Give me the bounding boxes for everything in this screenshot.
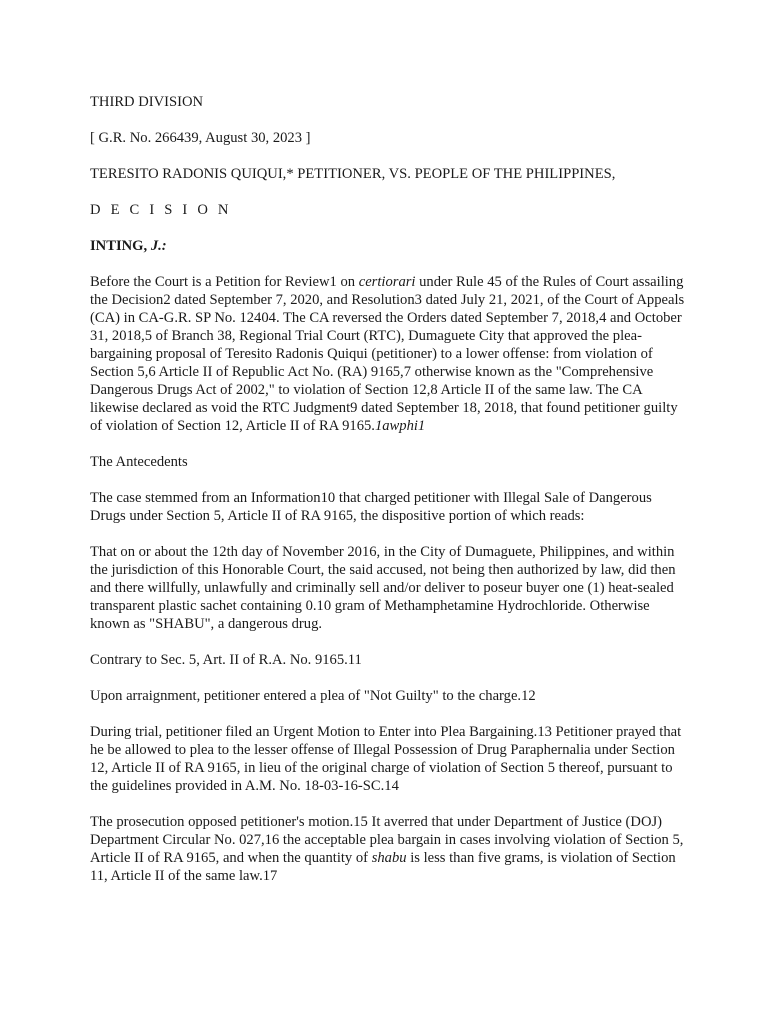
paragraph-arraignment: Upon arraignment, petitioner entered a plea of "Not Guilty" to the charge.12 bbox=[90, 688, 536, 704]
decision-title: D E C I S I O N bbox=[90, 202, 232, 218]
paragraph-quoted-information: That on or about the 12th day of November 2016, in the City of Dumaguete, Philippines, and within the jurisdiction of this Honorable Court, the said accused, not being then authorized by law, did then and there willfully, unlawfully and criminally sell and/or deliver to poseur buyer one (1) heat-sealed transparent plastic sachet containing 0.10 gram of Methamphetamine Hydrochloride. Otherwise known as "SHABU", a dangerous drug. bbox=[90, 544, 676, 632]
ponente bbox=[90, 237, 690, 255]
document-page bbox=[90, 93, 690, 903]
division-heading: THIRD DIVISION bbox=[90, 94, 204, 110]
paragraph-intro bbox=[90, 273, 690, 435]
paragraph-intro-italic-a: certiorari bbox=[358, 274, 416, 290]
paragraph-information: The case stemmed from an Information10 that charged petitioner with Illegal Sale of Dangerous Drugs under Section 5, Article II of RA 9165, the dispositive portion of which reads: bbox=[90, 490, 652, 524]
section-heading-antecedents: The Antecedents bbox=[90, 454, 188, 470]
paragraph-prosecution-part-a: The prosecution opposed petitioner's motion.15 It averred that under Department of Justice (DOJ) Department Circular No. 027,16 the acceptable plea bargain in cases involving violation of Section 5, Article II of RA 9165, and when the quantity of bbox=[90, 814, 684, 866]
paragraph-plea-motion: During trial, petitioner filed an Urgent Motion to Enter into Plea Bargaining.13 Petitioner prayed that he be allowed to plea to the lesser offense of Illegal Possession of Drug Paraphernalia under Section 12, Article II of RA 9165, in lieu of the original charge of violation of Section 5 thereof, pursuant to the guidelines provided in A.M. No. 18-03-16-SC.14 bbox=[90, 724, 682, 794]
case-caption: TERESITO RADONIS QUIQUI,* PETITIONER, VS. PEOPLE OF THE PHILIPPINES, bbox=[90, 166, 616, 182]
paragraph-prosecution-part-b: is less than five grams, is violation of Section 11, Article II of the same law.17 bbox=[90, 850, 676, 884]
case-number: [ G.R. No. 266439, August 30, 2023 ] bbox=[90, 130, 311, 146]
paragraph-prosecution-opposition bbox=[90, 813, 690, 885]
paragraph-prosecution-italic: shabu bbox=[371, 850, 407, 866]
ponente-suffix: J.: bbox=[150, 238, 167, 254]
paragraph-contrary: Contrary to Sec. 5, Art. II of R.A. No. 9165.11 bbox=[90, 652, 362, 668]
paragraph-intro-italic-b: 1awphi1 bbox=[374, 418, 426, 434]
paragraph-intro-part-b: under Rule 45 of the Rules of Court assailing the Decision2 dated September 7, 2020, and Resolution3 dated July 21, 2021, of the Court of Appeals (CA) in CA-G.R. SP No. 12404. The CA reversed the Orders dated September 7, 2018,4 and October 31, 2018,5 of Branch 38, Regional Trial Court (RTC), Dumaguete City that approved the plea-bargaining proposal of Teresito Radonis Quiqui (petitioner) to a lower offense: from violation of Section 5,6 Article II of Republic Act No. (RA) 9165,7 otherwise known as the "Comprehensive Dangerous Drugs Act of 2002," to violation of Section 12,8 Article II of the same law. The CA likewise declared as void the RTC Judgment9 dated September 18, 2018, that found petitioner guilty of violation of Section 12, Article II of RA 9165. bbox=[90, 274, 685, 434]
ponente-name: INTING, bbox=[90, 238, 151, 254]
paragraph-intro-part-a: Before the Court is a Petition for Review1 on bbox=[90, 274, 359, 290]
